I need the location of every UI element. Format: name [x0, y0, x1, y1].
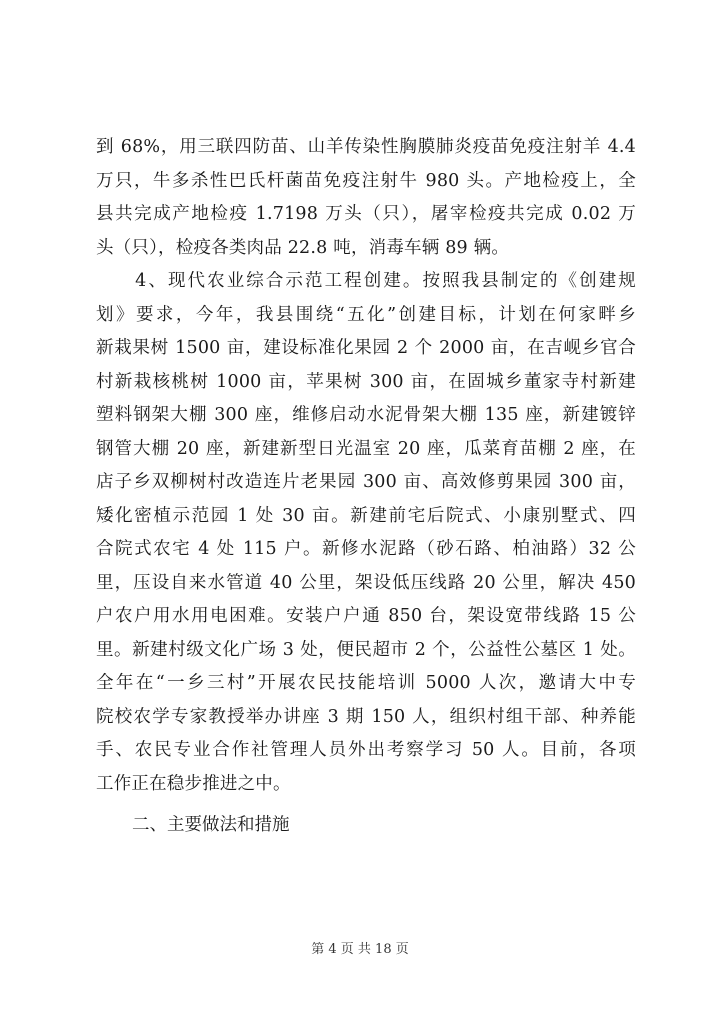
- text-line: 划》要求，今年，我县围绕“五化”创建目标，计划在何家畔乡: [96, 304, 636, 325]
- text-line: 矮化密植示范园 1 处 30 亩。新建前宅后院式、小康别墅式、四: [96, 505, 636, 526]
- section-heading: 二、主要做法和措施: [132, 815, 290, 835]
- text-line: 万只，牛多杀性巴氏杆菌苗免疫注射牛 980 头。产地检疫上，全: [96, 170, 636, 191]
- text-line: 手、农民专业合作社管理人员外出考察学习 50 人。目前，各项: [96, 740, 636, 760]
- body-text: [96, 131, 636, 843]
- text-line: 工作正在稳步推进之中。: [96, 773, 291, 794]
- text-line: 合院式农宅 4 处 115 户。新修水泥路（砂石路、柏油路）32 公: [96, 539, 636, 559]
- text-line: 村新栽核桃树 1000 亩，苹果树 300 亩，在固城乡董家寺村新建: [96, 371, 636, 392]
- text-line: 全年在“一乡三村”开展农民技能培训 5000 人次，邀请大中专: [96, 673, 636, 693]
- text-line: 4、现代农业综合示范工程创建。按照我县制定的《创建规: [96, 271, 636, 291]
- page-footer: 第 4 页 共 18 页: [311, 942, 409, 957]
- text-line: 头（只），检疫各类肉品 22.8 吨，消毒车辆 89 辆。: [96, 237, 510, 258]
- text-line: 店子乡双柳树村改造连片老果园 300 亩、高效修剪果园 300 亩，: [96, 472, 636, 492]
- text-line: 里。新建村级文化广场 3 处，便民超市 2 个，公益性公墓区 1 处。: [96, 639, 636, 660]
- text-line: 县共完成产地检疫 1.7198 万头（只），屠宰检疫共完成 0.02 万: [96, 204, 636, 224]
- text-line: 到 68%，用三联四防苗、山羊传染性胸膜肺炎疫苗免疫注射羊 4.4: [96, 137, 636, 157]
- text-line: 钢管大棚 20 座，新建新型日光温室 20 座，瓜菜育苗棚 2 座，在: [96, 438, 636, 459]
- text-line: 户农户用水用电困难。安装户户通 850 台，架设宽带线路 15 公: [96, 606, 636, 626]
- text-line: 里，压设自来水管道 40 公里，架设低压线路 20 公里，解决 450: [96, 572, 636, 593]
- text-line: 院校农学专家教授举办讲座 3 期 150 人，组织村组干部、种养能: [96, 706, 636, 727]
- text-line: 新栽果树 1500 亩，建设标准化果园 2 个 2000 亩，在吉岘乡官合: [96, 338, 636, 358]
- text-line: 塑料钢架大棚 300 座，维修启动水泥骨架大棚 135 座，新建镀锌: [96, 405, 636, 425]
